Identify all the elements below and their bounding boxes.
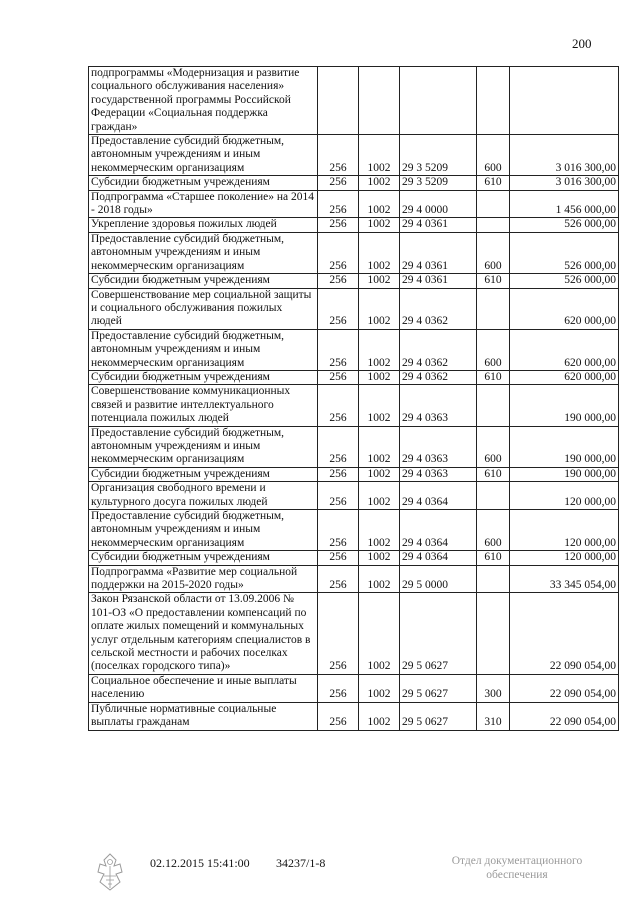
footer-date: 02.12.2015 15:41:00 [150, 856, 250, 870]
row-code: 256 [318, 593, 359, 674]
row-name: Предоставление субсидий бюджетным, автономным учреждениям и иным некоммерческим организациям [89, 329, 318, 370]
row-code: 256 [318, 510, 359, 551]
row-name: Закон Рязанской области от 13.09.2006 № 101-ОЗ «О предоставлении компенсаций по оплате жилых помещений и коммунальных услуг отдельным категориям специалистов в сельской местности и рабочих поселках (поселках городского типа)» [89, 593, 318, 674]
row-section: 1002 [359, 426, 400, 467]
table-row [89, 274, 619, 288]
row-expense-type [477, 218, 510, 232]
row-code: 256 [318, 232, 359, 273]
row-target: 29 5 0627 [400, 674, 477, 702]
row-name: Предоставление субсидий бюджетным, автономным учреждениям и иным некоммерческим организациям [89, 232, 318, 273]
stamp-line-2: обеспечения [486, 869, 548, 881]
page-number: 200 [572, 36, 592, 51]
table-row [89, 190, 619, 218]
row-name: Подпрограмма «Старшее поколение» на 2014 - 2018 годы» [89, 190, 318, 218]
row-name: Совершенствование коммуникационных связей и развитие интеллектуального потенциала пожилых людей [89, 385, 318, 426]
table-row [89, 385, 619, 426]
row-expense-type: 600 [477, 232, 510, 273]
row-code: 256 [318, 426, 359, 467]
row-target: 29 4 0364 [400, 482, 477, 510]
row-target: 29 4 0362 [400, 370, 477, 384]
row-section: 1002 [359, 551, 400, 565]
table-row [89, 702, 619, 730]
table-row [89, 135, 619, 176]
row-code: 256 [318, 467, 359, 481]
row-section: 1002 [359, 565, 400, 593]
row-name: Социальное обеспечение и иные выплаты населению [89, 674, 318, 702]
row-code: 256 [318, 135, 359, 176]
row-name: Публичные нормативные социальные выплаты гражданам [89, 702, 318, 730]
row-code: 256 [318, 274, 359, 288]
row-expense-type: 610 [477, 274, 510, 288]
row-name: Предоставление субсидий бюджетным, автономным учреждениям и иным некоммерческим организациям [89, 135, 318, 176]
table-row [89, 67, 619, 135]
row-code: 256 [318, 565, 359, 593]
row-section: 1002 [359, 482, 400, 510]
row-code: 256 [318, 482, 359, 510]
row-section: 1002 [359, 288, 400, 329]
row-name: Субсидии бюджетным учреждениям [89, 370, 318, 384]
row-expense-type: 600 [477, 510, 510, 551]
row-section: 1002 [359, 176, 400, 190]
row-section: 1002 [359, 218, 400, 232]
row-name: Укрепление здоровья пожилых людей [89, 218, 318, 232]
table-row [89, 565, 619, 593]
table-row [89, 176, 619, 190]
row-sum: 22 090 054,00 [510, 702, 619, 730]
row-code: 256 [318, 176, 359, 190]
row-name: Субсидии бюджетным учреждениям [89, 551, 318, 565]
row-target: 29 4 0362 [400, 288, 477, 329]
row-sum: 3 016 300,00 [510, 135, 619, 176]
row-sum: 620 000,00 [510, 370, 619, 384]
row-target: 29 5 0000 [400, 565, 477, 593]
row-target: 29 4 0363 [400, 426, 477, 467]
row-code: 256 [318, 218, 359, 232]
budget-table-body [89, 67, 619, 731]
row-target: 29 4 0364 [400, 551, 477, 565]
row-target: 29 4 0363 [400, 385, 477, 426]
row-section: 1002 [359, 385, 400, 426]
row-target: 29 4 0361 [400, 218, 477, 232]
row-code: 256 [318, 551, 359, 565]
row-expense-type: 610 [477, 551, 510, 565]
row-code [318, 67, 359, 135]
row-section [359, 67, 400, 135]
row-sum [510, 67, 619, 135]
row-expense-type: 610 [477, 467, 510, 481]
row-sum: 33 345 054,00 [510, 565, 619, 593]
table-row [89, 426, 619, 467]
row-section: 1002 [359, 232, 400, 273]
row-sum: 1 456 000,00 [510, 190, 619, 218]
table-row [89, 482, 619, 510]
table-row [89, 551, 619, 565]
row-name: Субсидии бюджетным учреждениям [89, 274, 318, 288]
row-sum: 620 000,00 [510, 288, 619, 329]
row-name: Организация свободного времени и культурного досуга пожилых людей [89, 482, 318, 510]
footer-doc-number: 34237/1-8 [276, 856, 326, 870]
row-expense-type: 310 [477, 702, 510, 730]
row-section: 1002 [359, 467, 400, 481]
row-expense-type [477, 565, 510, 593]
row-code: 256 [318, 674, 359, 702]
table-row [89, 674, 619, 702]
row-sum: 190 000,00 [510, 426, 619, 467]
row-target: 29 4 0000 [400, 190, 477, 218]
row-section: 1002 [359, 190, 400, 218]
row-sum: 22 090 054,00 [510, 674, 619, 702]
row-expense-type: 600 [477, 329, 510, 370]
row-sum: 526 000,00 [510, 232, 619, 273]
table-row [89, 593, 619, 674]
row-sum: 120 000,00 [510, 551, 619, 565]
row-expense-type: 300 [477, 674, 510, 702]
table-row [89, 329, 619, 370]
row-expense-type [477, 385, 510, 426]
row-target: 29 5 0627 [400, 593, 477, 674]
row-target: 29 3 5209 [400, 135, 477, 176]
row-expense-type: 610 [477, 176, 510, 190]
row-expense-type [477, 190, 510, 218]
row-section: 1002 [359, 593, 400, 674]
row-section: 1002 [359, 370, 400, 384]
row-sum: 190 000,00 [510, 467, 619, 481]
row-code: 256 [318, 190, 359, 218]
row-name: Предоставление субсидий бюджетным, автономным учреждениям и иным некоммерческим организациям [89, 426, 318, 467]
row-code: 256 [318, 370, 359, 384]
row-sum: 620 000,00 [510, 329, 619, 370]
coat-of-arms-icon [92, 852, 128, 892]
row-expense-type: 600 [477, 135, 510, 176]
row-expense-type [477, 288, 510, 329]
row-sum: 120 000,00 [510, 510, 619, 551]
row-target: 29 4 0364 [400, 510, 477, 551]
table-row [89, 467, 619, 481]
row-sum: 3 016 300,00 [510, 176, 619, 190]
table-row [89, 370, 619, 384]
page-footer [0, 846, 640, 896]
row-section: 1002 [359, 274, 400, 288]
row-section: 1002 [359, 674, 400, 702]
row-expense-type [477, 593, 510, 674]
row-code: 256 [318, 329, 359, 370]
row-sum: 526 000,00 [510, 218, 619, 232]
row-code: 256 [318, 288, 359, 329]
row-target: 29 5 0627 [400, 702, 477, 730]
row-target: 29 4 0362 [400, 329, 477, 370]
row-code: 256 [318, 702, 359, 730]
row-name: Совершенствование мер социальной защиты и социального обслуживания пожилых людей [89, 288, 318, 329]
stamp-line-1: Отдел документационного [451, 855, 583, 867]
row-target: 29 4 0361 [400, 232, 477, 273]
row-sum: 22 090 054,00 [510, 593, 619, 674]
row-name: Подпрограмма «Развитие мер социальной поддержки на 2015-2020 годы» [89, 565, 318, 593]
footer-department-stamp [438, 854, 596, 882]
row-section: 1002 [359, 702, 400, 730]
table-row [89, 510, 619, 551]
row-section: 1002 [359, 135, 400, 176]
row-section: 1002 [359, 510, 400, 551]
row-sum: 526 000,00 [510, 274, 619, 288]
row-expense-type: 610 [477, 370, 510, 384]
row-expense-type [477, 482, 510, 510]
row-code: 256 [318, 385, 359, 426]
table-row [89, 218, 619, 232]
row-section: 1002 [359, 329, 400, 370]
row-sum: 120 000,00 [510, 482, 619, 510]
row-target: 29 3 5209 [400, 176, 477, 190]
table-row [89, 288, 619, 329]
row-name: Субсидии бюджетным учреждениям [89, 176, 318, 190]
row-expense-type [477, 67, 510, 135]
row-target: 29 4 0361 [400, 274, 477, 288]
budget-table [88, 66, 619, 731]
row-sum: 190 000,00 [510, 385, 619, 426]
row-expense-type: 600 [477, 426, 510, 467]
row-target: 29 4 0363 [400, 467, 477, 481]
row-target [400, 67, 477, 135]
table-row [89, 232, 619, 273]
row-name: Субсидии бюджетным учреждениям [89, 467, 318, 481]
row-name: Предоставление субсидий бюджетным, автономным учреждениям и иным некоммерческим организациям [89, 510, 318, 551]
row-name: подпрограммы «Модернизация и развитие социального обслуживания населения» государственной программы Российской Федерации «Социальная поддержка граждан» [89, 67, 318, 135]
